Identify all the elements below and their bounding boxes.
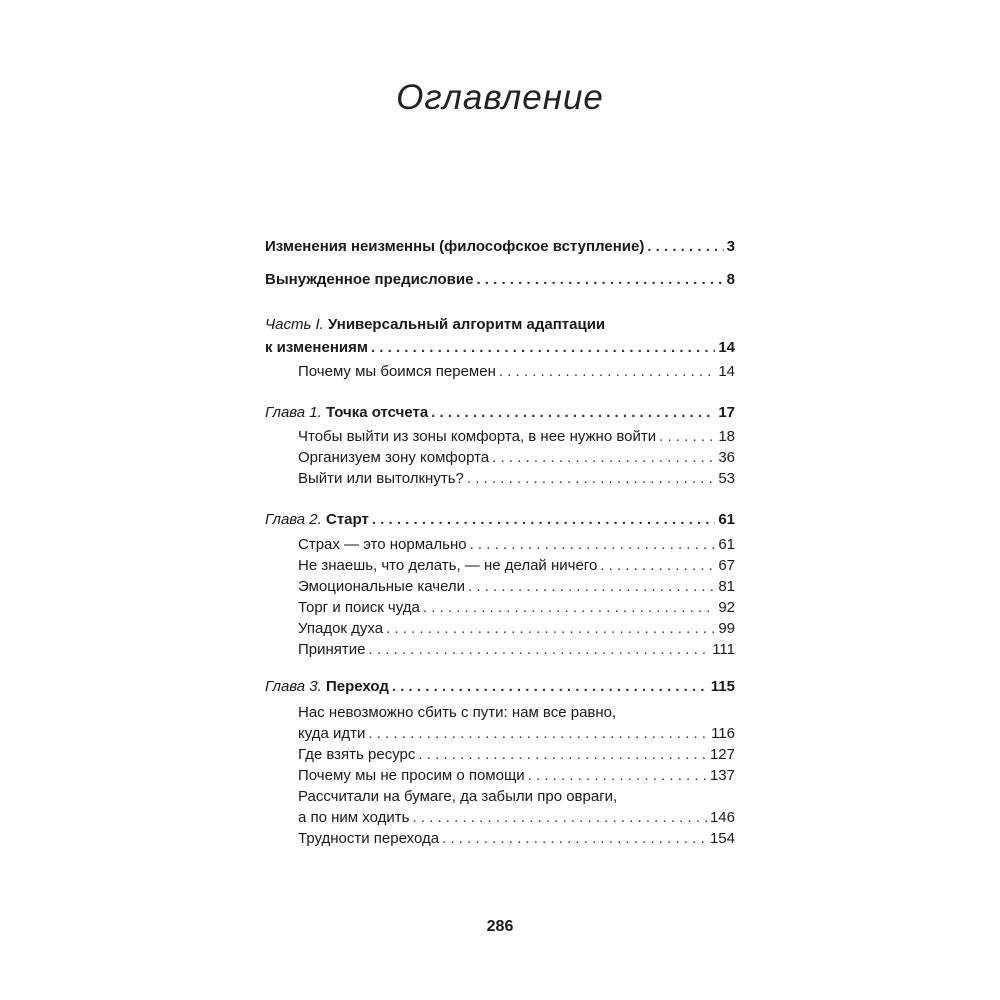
toc-subentry xyxy=(298,744,735,765)
page-title: Оглавление xyxy=(396,78,604,117)
leader-dots xyxy=(368,723,708,745)
toc-entry xyxy=(265,236,735,257)
toc-chapter-prefix: Глава 2. xyxy=(265,511,322,528)
toc-chapter xyxy=(265,402,735,423)
leader-dots xyxy=(412,807,707,829)
toc-subentry xyxy=(298,807,735,828)
toc-subentry xyxy=(298,765,735,786)
toc-entry-label: Точка отсчета xyxy=(326,404,429,421)
leader-dots xyxy=(442,828,707,850)
toc-page-number: 137 xyxy=(709,767,735,784)
toc-part-prefix: Часть I. xyxy=(265,316,324,333)
toc-entry-label: Принятие xyxy=(298,641,366,658)
toc-entry-label: Торг и поиск чуда xyxy=(298,599,420,616)
leader-dots xyxy=(467,468,715,490)
leader-dots xyxy=(499,361,715,383)
toc-entry-label: Страх — это нормально xyxy=(298,536,467,553)
toc-page-number: 99 xyxy=(718,620,735,637)
toc-page-number: 92 xyxy=(718,599,735,616)
toc-page-number: 67 xyxy=(718,557,735,574)
toc-page-number: 3 xyxy=(726,238,735,255)
toc-subentry xyxy=(298,534,735,555)
toc-page-number: 146 xyxy=(709,809,735,826)
leader-dots xyxy=(470,534,716,556)
toc-entry-label: Универсальный алгоритм адаптации xyxy=(328,316,606,333)
toc-subentry xyxy=(298,618,735,639)
toc-entry-label: Вынужденное предисловие xyxy=(265,271,474,288)
leader-dots xyxy=(600,555,715,577)
toc-chapter-prefix: Глава 3. xyxy=(265,678,322,695)
toc-entry-label: Организуем зону комфорта xyxy=(298,449,490,466)
toc-page-number: 17 xyxy=(718,404,735,421)
toc-page-number: 111 xyxy=(712,641,735,658)
toc-page-number: 36 xyxy=(718,449,735,466)
toc-subentry xyxy=(298,639,735,660)
toc-entry-label: Не знаешь, что делать, — не делай ничего xyxy=(298,557,598,574)
toc-subentry xyxy=(298,426,735,447)
toc-subentry xyxy=(298,597,735,618)
toc-page-number: 154 xyxy=(709,830,735,847)
toc-page-number: 18 xyxy=(718,428,735,445)
toc-subentry-line1 xyxy=(298,786,735,807)
toc-entry-label: Выйти или вытолкнуть? xyxy=(298,470,464,487)
toc-page-number: 81 xyxy=(718,578,735,595)
toc-entry-label: Чтобы выйти из зоны комфорта, в нее нужно войти xyxy=(298,428,657,445)
toc-page-number: 127 xyxy=(709,746,735,763)
toc-page-number: 116 xyxy=(711,725,735,742)
leader-dots xyxy=(392,676,708,698)
leader-dots xyxy=(386,618,715,640)
leader-dots xyxy=(371,337,715,359)
leader-dots xyxy=(476,269,723,291)
toc-chapter xyxy=(265,509,735,530)
toc-entry-label: Упадок духа xyxy=(298,620,384,637)
toc-page-number: 115 xyxy=(710,678,735,695)
toc-entry-label: Где взять ресурс xyxy=(298,746,416,763)
toc-subentry xyxy=(298,468,735,489)
toc-subentry xyxy=(298,555,735,576)
toc-chapter-prefix: Глава 1. xyxy=(265,404,322,421)
toc-entry-label: к изменениям xyxy=(265,339,368,356)
toc-entry-label: а по ним ходить xyxy=(298,809,410,826)
leader-dots xyxy=(647,236,723,258)
leader-dots xyxy=(369,639,710,661)
toc-subentry xyxy=(298,723,735,744)
toc-page-number: 61 xyxy=(718,511,735,528)
page-number: 286 xyxy=(486,918,514,935)
toc-subentry xyxy=(298,361,735,382)
toc-page-number: 8 xyxy=(726,271,735,288)
toc-chapter xyxy=(265,676,735,697)
toc-entry-label: Нас невозможно сбить с пути: нам все равно, xyxy=(298,704,617,721)
toc-entry xyxy=(265,269,735,290)
table-of-contents xyxy=(265,236,735,849)
toc-subentry xyxy=(298,576,735,597)
leader-dots xyxy=(659,426,715,448)
toc-subentry xyxy=(298,447,735,468)
toc-page-number: 14 xyxy=(718,363,735,380)
toc-entry-label: Рассчитали на бумаге, да забыли про овраги, xyxy=(298,788,618,805)
toc-entry-label: Изменения неизменны (философское вступление) xyxy=(265,238,645,255)
toc-entry xyxy=(265,337,735,358)
toc-page-number: 14 xyxy=(718,339,735,356)
toc-entry-label: Почему мы не просим о помощи xyxy=(298,767,525,784)
leader-dots xyxy=(418,744,707,766)
toc-subentry xyxy=(298,828,735,849)
toc-entry-label: куда идти xyxy=(298,725,366,742)
toc-entry-label: Старт xyxy=(326,511,369,528)
leader-dots xyxy=(528,765,707,787)
toc-entry-label: Трудности перехода xyxy=(298,830,440,847)
leader-dots xyxy=(468,576,715,598)
toc-page-number: 53 xyxy=(718,470,735,487)
toc-entry-label: Почему мы боимся перемен xyxy=(298,363,496,380)
leader-dots xyxy=(372,509,715,531)
leader-dots xyxy=(492,447,715,469)
toc-subentry-line1 xyxy=(298,702,735,723)
toc-entry-label: Переход xyxy=(326,678,389,695)
leader-dots xyxy=(423,597,715,619)
toc-page-number: 61 xyxy=(718,536,735,553)
toc-entry-label: Эмоциональные качели xyxy=(298,578,466,595)
leader-dots xyxy=(431,402,715,424)
toc-part-heading xyxy=(265,314,735,335)
